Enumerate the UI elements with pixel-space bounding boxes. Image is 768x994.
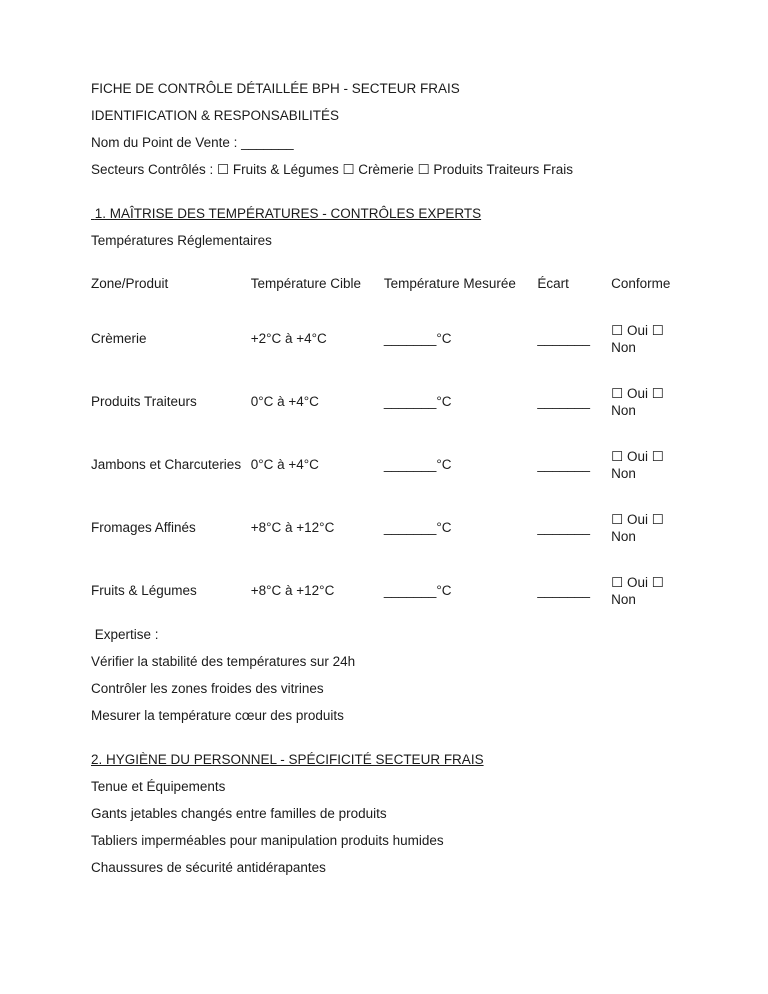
table-row xyxy=(91,496,691,559)
header-ecart: Écart xyxy=(537,275,569,291)
ecart-cell[interactable]: _______ xyxy=(537,520,590,535)
expertise-label: Expertise : xyxy=(91,627,159,642)
target-temp-cell: +2°C à +4°C xyxy=(250,331,327,346)
table-row xyxy=(91,433,691,496)
ecart-cell[interactable]: _______ xyxy=(537,331,590,346)
section1-heading: 1. MAÎTRISE DES TEMPÉRATURES - CONTRÔLES EXPERTS xyxy=(91,206,482,221)
section1-intro: Températures Réglementaires xyxy=(91,233,272,248)
section2-item: Tabliers imperméables pour manipulation produits humides xyxy=(91,833,444,848)
section2-heading: 2. HYGIÈNE DU PERSONNEL - SPÉCIFICITÉ SECTEUR FRAIS xyxy=(91,752,484,767)
header-conforme: Conforme xyxy=(611,275,671,291)
header-temperature-mesuree: Température Mesurée xyxy=(383,275,516,291)
section2-item: Chaussures de sécurité antidérapantes xyxy=(91,860,326,875)
zone-cell: Crèmerie xyxy=(91,331,147,346)
doc-subtitle: IDENTIFICATION & RESPONSABILITÉS xyxy=(91,108,340,123)
target-temp-cell: 0°C à +4°C xyxy=(250,394,319,409)
expertise-item: Vérifier la stabilité des températures sur 24h xyxy=(91,654,356,669)
conforme-checkboxes[interactable]: ☐ Oui ☐ Non xyxy=(611,511,664,544)
section2-subheading: Tenue et Équipements xyxy=(91,779,226,794)
header-temperature-cible: Température Cible xyxy=(250,275,362,291)
ecart-cell[interactable]: _______ xyxy=(537,583,590,598)
conforme-checkboxes[interactable]: ☐ Oui ☐ Non xyxy=(611,385,664,418)
table-row xyxy=(91,307,691,370)
expertise-item: Contrôler les zones froides des vitrines xyxy=(91,681,324,696)
zone-cell: Jambons et Charcuteries xyxy=(91,457,242,472)
measured-temp-cell[interactable]: _______°C xyxy=(383,331,452,346)
measured-temp-cell[interactable]: _______°C xyxy=(383,457,452,472)
table-row xyxy=(91,559,691,622)
ecart-cell[interactable]: _______ xyxy=(537,457,590,472)
conforme-checkboxes[interactable]: ☐ Oui ☐ Non xyxy=(611,448,664,481)
table-header-row xyxy=(91,259,691,307)
store-name-line[interactable]: Nom du Point de Vente : _______ xyxy=(91,135,294,150)
target-temp-cell: +8°C à +12°C xyxy=(250,520,335,535)
sectors-checkbox-line[interactable]: Secteurs Contrôlés : ☐ Fruits & Légumes ☐ Crèmerie ☐ Produits Traiteurs Frais xyxy=(91,162,573,177)
zone-cell: Produits Traiteurs xyxy=(91,394,197,409)
conforme-checkboxes[interactable]: ☐ Oui ☐ Non xyxy=(611,574,664,607)
ecart-cell[interactable]: _______ xyxy=(537,394,590,409)
measured-temp-cell[interactable]: _______°C xyxy=(383,583,452,598)
header-zone-produit: Zone/Produit xyxy=(91,275,169,291)
target-temp-cell: 0°C à +4°C xyxy=(250,457,319,472)
zone-cell: Fromages Affinés xyxy=(91,520,196,535)
measured-temp-cell[interactable]: _______°C xyxy=(383,520,452,535)
section2-item: Gants jetables changés entre familles de produits xyxy=(91,806,387,821)
expertise-item: Mesurer la température cœur des produits xyxy=(91,708,344,723)
conforme-checkboxes[interactable]: ☐ Oui ☐ Non xyxy=(611,322,664,355)
zone-cell: Fruits & Légumes xyxy=(91,583,197,598)
target-temp-cell: +8°C à +12°C xyxy=(250,583,335,598)
temperature-table xyxy=(91,259,691,622)
measured-temp-cell[interactable]: _______°C xyxy=(383,394,452,409)
doc-title: FICHE DE CONTRÔLE DÉTAILLÉE BPH - SECTEUR FRAIS xyxy=(91,81,460,96)
table-row xyxy=(91,370,691,433)
